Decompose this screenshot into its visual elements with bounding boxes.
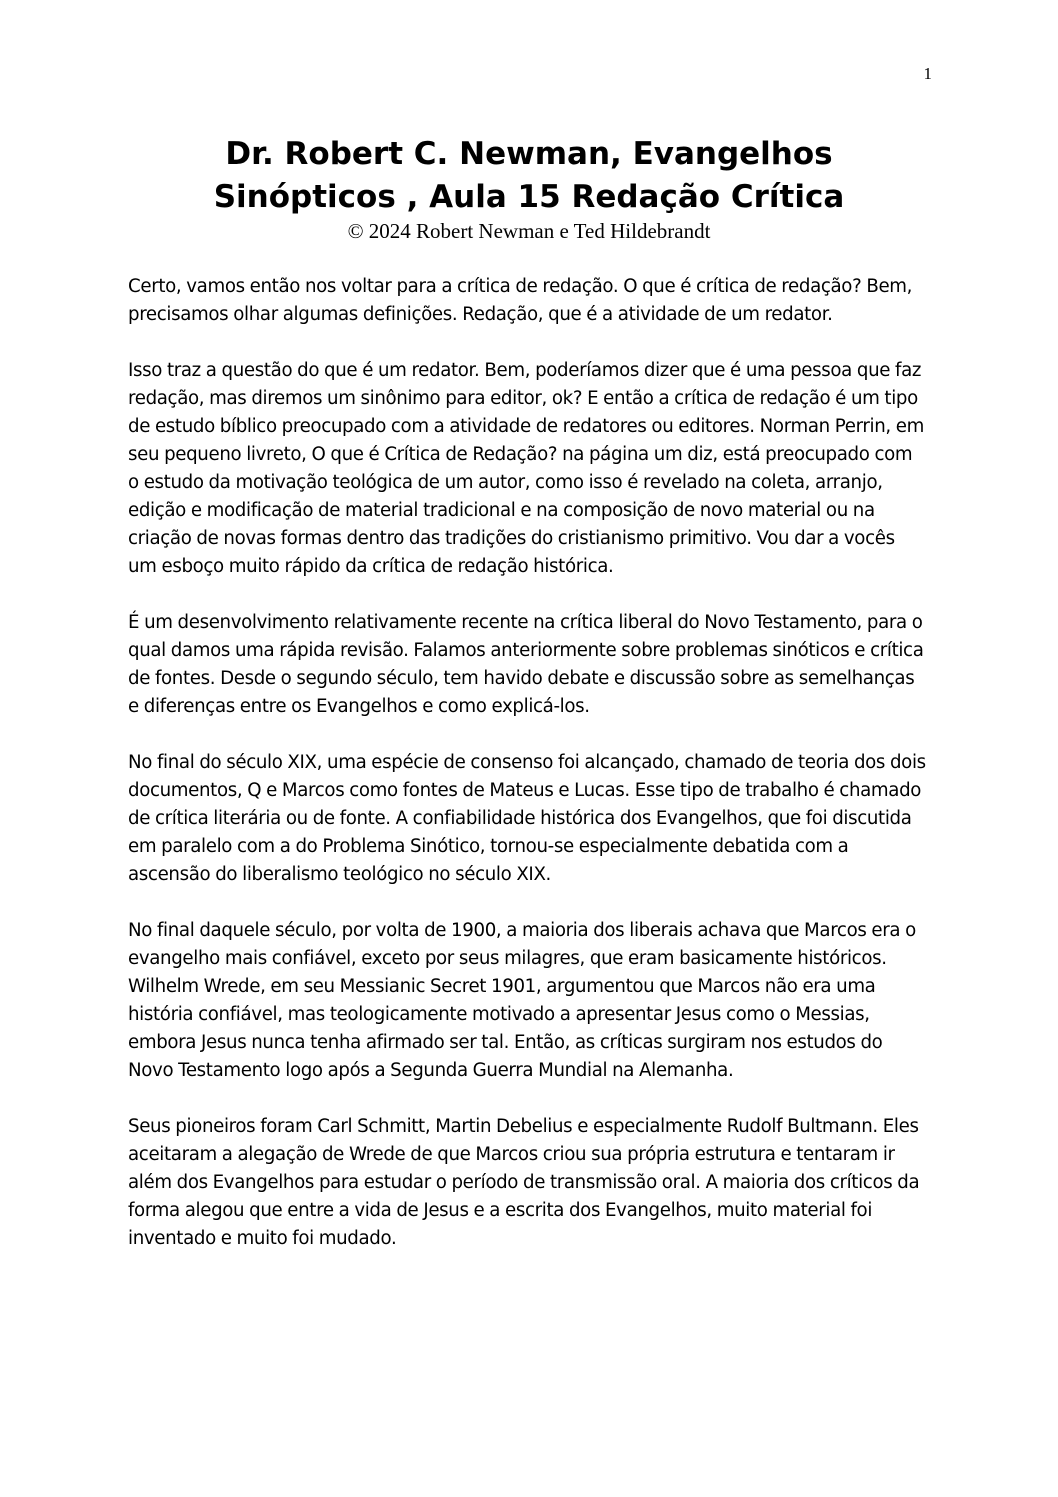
page-number: 1 <box>923 64 932 83</box>
paragraph: É um desenvolvimento relativamente recente na crítica liberal do Novo Testamento, para o qual damos uma rápida revisão. Falamos anteriormente sobre problemas sinóticos e crítica de fontes. Desde o segundo século, tem havido debate e discussão sobre as semelhanças e diferenças entre os Evangelhos e como explicá-los. <box>128 612 924 717</box>
title-line-1: Dr. Robert C. Newman, Evangelhos <box>225 136 833 172</box>
title-line-2: Sinópticos , Aula 15 Redação Crítica <box>213 179 845 215</box>
document-body <box>128 273 926 1281</box>
paragraph: No final daquele século, por volta de 1900, a maioria dos liberais achava que Marcos era o evangelho mais confiável, exceto por seus milagres, que eram basicamente históricos. Wilhelm Wrede, em seu Messianic Secret 1901, argumentou que Marcos não era uma história confiável, mas teologicamente motivado a apresentar Jesus como o Messias, embora Jesus nunca tenha afirmado ser tal. Então, as críticas surgiram nos estudos do Novo Testamento logo após a Segunda Guerra Mundial na Alemanha. <box>128 920 916 1081</box>
paragraph: No final do século XIX, uma espécie de consenso foi alcançado, chamado de teoria dos dois documentos, Q e Marcos como fontes de Mateus e Lucas. Esse tipo de trabalho é chamado de crítica literária ou de fonte. A confiabilidade histórica dos Evangelhos, que foi discutida em paralelo com a do Problema Sinótico, tornou-se especialmente debatida com a ascensão do liberalismo teológico no século XIX. <box>128 752 926 885</box>
document-header <box>0 133 1058 243</box>
copyright-notice: © 2024 Robert Newman e Ted Hildebrandt <box>347 219 711 243</box>
paragraph: Isso traz a questão do que é um redator. Bem, poderíamos dizer que é uma pessoa que faz redação, mas diremos um sinônimo para editor, ok? E então a crítica de redação é um tipo de estudo bíblico preocupado com a atividade de redatores ou editores. Norman Perrin, em seu pequeno livreto, O que é Crítica de Redação? na página um diz, está preocupado com o estudo da motivação teológica de um autor, como isso é revelado na coleta, arranjo, edição e modificação de material tradicional e na composição de novo material ou na criação de novas formas dentro das tradições do cristianismo primitivo. Vou dar a vocês um esboço muito rápido da crítica de redação histórica. <box>128 360 924 577</box>
paragraph: Certo, vamos então nos voltar para a crítica de redação. O que é crítica de redação? Bem, precisamos olhar algumas definições. Redação, que é a atividade de um redator. <box>128 276 913 325</box>
paragraph: Seus pioneiros foram Carl Schmitt, Martin Debelius e especialmente Rudolf Bultmann. Eles aceitaram a alegação de Wrede de que Marcos criou sua própria estrutura e tentaram ir além dos Evangelhos para estudar o período de transmissão oral. A maioria dos críticos da forma alegou que entre a vida de Jesus e a escrita dos Evangelhos, muito material foi inventado e muito foi mudado. <box>128 1116 920 1249</box>
